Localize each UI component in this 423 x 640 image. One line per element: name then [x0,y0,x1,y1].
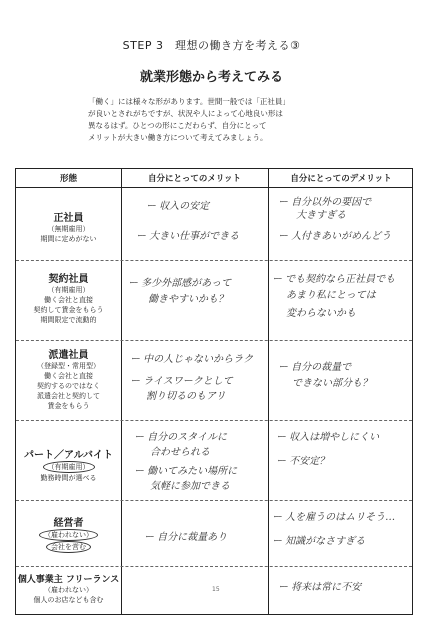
type-name: 個人事業主 フリーランス [17,575,120,585]
table-row [16,260,412,341]
demerit-note: あまり私にとっては [286,290,376,301]
header-merit: 自分にとってのメリット [148,174,241,184]
table-row [16,340,412,421]
type-cell [16,566,121,616]
demerit-note: ー 自分以外の要因で [278,197,372,208]
merit-note: 合わせられる [150,447,210,458]
demerit-note: 大きすぎる [296,210,346,221]
demerit-note: ー でも契約なら正社員でも [272,274,396,285]
type-note: 賃金をもらう [47,402,90,410]
demerit-note: ー 不安定？ [276,456,330,467]
header-demerit: 自分にとってのデメリット [290,174,392,184]
type-name: 正社員 [53,213,84,224]
type-cell [16,420,121,500]
intro-line: 異なるはず。ひとつの形にこだわらず、自分にとって [88,121,267,130]
type-note: 働く会社と直接 [44,372,93,380]
merit-note: ー 自分に裁量あり [144,532,228,543]
table-row [16,500,412,567]
type-note: （雇われない） [44,586,93,594]
circled-note: （有期雇用） [43,461,95,473]
type-note: 個人のお店なども含む [33,596,104,604]
intro-line: が良いとされがちですが、状況や人によって心地良い形は [88,109,283,118]
demerit-note: できない部分も？ [292,378,372,389]
merit-note: ー 大きい仕事ができる [136,231,240,242]
merit-note: 割り切るのもアリ [146,391,226,402]
type-note: （無期雇用） [47,225,90,233]
demerit-note: 変わらないかも [286,308,356,319]
demerit-note: ー 収入は増やしにくい [276,432,380,443]
circled-note: 会社を営む [46,541,91,553]
demerit-note: ー 将来は常に不安 [278,582,362,593]
intro-text [88,96,348,144]
demerit-note: ー 知識がなさすぎる [272,536,366,547]
header-type: 形態 [59,174,77,184]
intro-line: メリットが大きい働き方について考えてみましょう。 [88,133,268,142]
type-name: パート／アルバイト [24,450,113,461]
type-note: （有期雇用） [47,286,90,294]
type-note: 契約して賃金をもらう [33,306,104,314]
table-row [16,187,412,261]
step-heading: STEP 3 理想の働き方を考える③ [122,39,301,52]
merit-note: ー 中の人じゃないからラク [130,354,254,365]
type-note: （登録型・常用型） [37,362,100,370]
type-note: 働く会社と直接 [44,296,93,304]
type-name: 契約社員 [48,274,89,285]
circled-note: （雇われない） [39,529,98,541]
type-note [16,461,121,473]
employment-table [15,168,413,615]
intro-line: 「働く」には様々な形があります。世間一般では「正社員」 [88,97,290,106]
page-title: 就業形態から考えてみる [139,70,283,85]
type-name: 経営者 [53,518,84,529]
table-row [16,420,412,501]
type-cell [16,187,121,260]
type-note: 期間に定めがない [40,235,97,243]
demerit-note: ー 人付きあいがめんどう [278,231,392,242]
page-number: 15 [212,586,220,593]
demerit-note: ー 人を雇うのはムリそう… [272,512,396,523]
merit-note: ー 収入の安定 [146,201,210,212]
type-cell [16,340,121,420]
type-note [16,541,121,553]
type-note: 期間限定で流動的 [40,316,97,324]
merit-note: 働きやすいかも？ [148,294,228,305]
merit-note: 気軽に参加できる [150,481,230,492]
type-note: 勤務時間が選べる [40,474,97,482]
type-name: 派遣社員 [48,350,89,361]
demerit-note: ー 自分の裁量で [278,362,352,373]
type-cell [16,260,121,340]
type-note: 派遣会社と契約して [37,392,100,400]
table-header [16,169,412,188]
merit-note: ー ライスワークとして [130,376,233,387]
type-note: 契約するのではなく [37,382,100,390]
type-cell [16,500,121,566]
merit-note: ー 働いてみたい場所に [134,466,238,477]
type-note [16,529,121,541]
merit-note: ー 多少外部感があって [128,278,232,289]
merit-note: ー 自分のスタイルに [134,432,227,443]
